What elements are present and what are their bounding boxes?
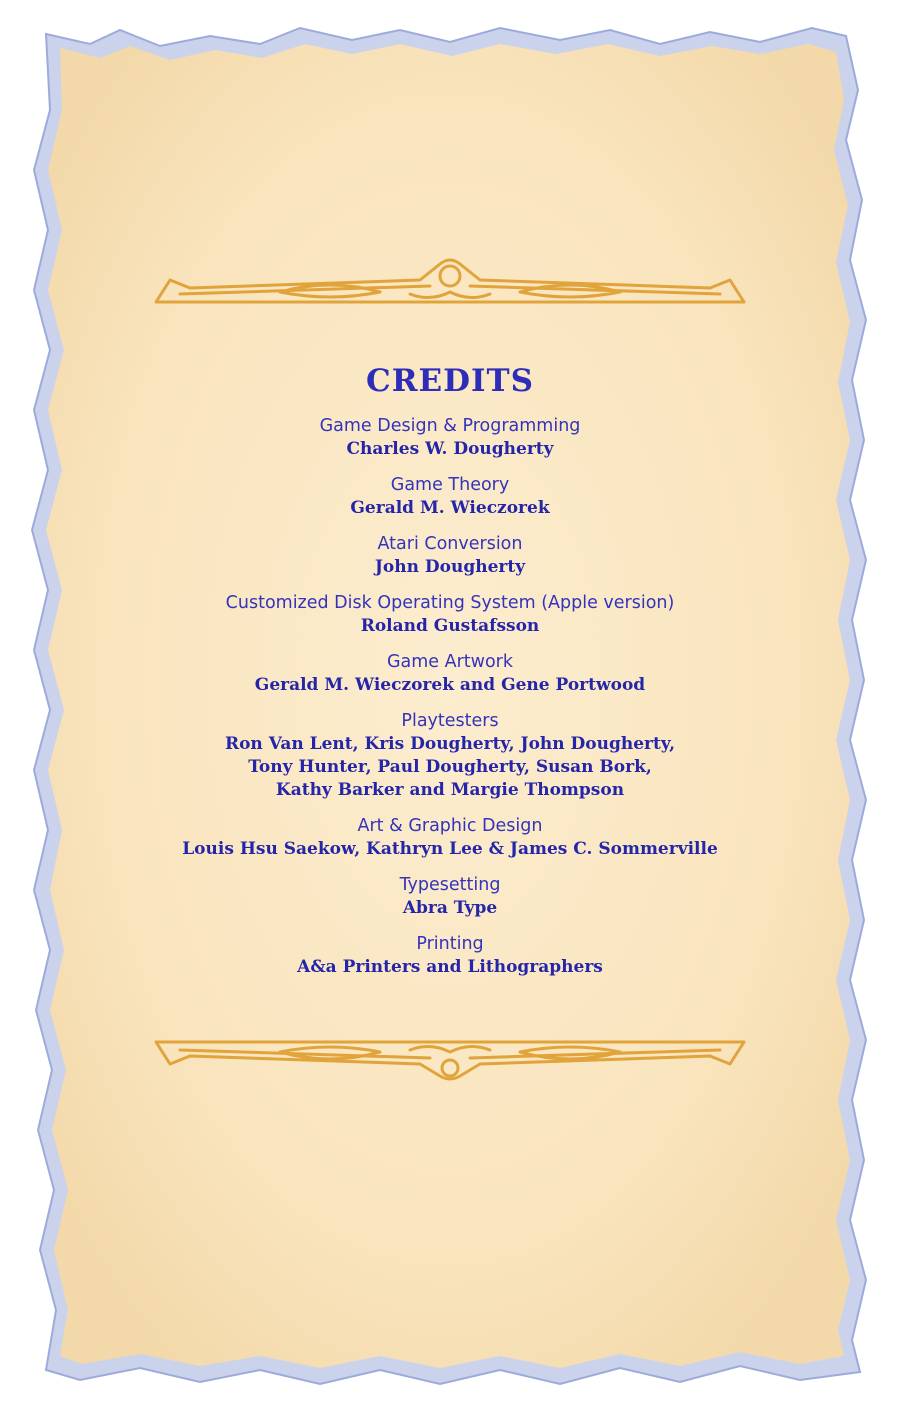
credit-role: Printing [416, 934, 484, 954]
credit-name-line: John Dougherty [374, 557, 526, 577]
credit-name-line: Gerald M. Wieczorek [350, 498, 550, 518]
credit-names [100, 674, 800, 697]
page-title: CREDITS [366, 363, 534, 399]
credit-role: Game Artwork [386, 652, 514, 672]
credit-names [100, 956, 800, 979]
credit-name-line: Tony Hunter, Paul Dougherty, Susan Bork, [248, 757, 652, 777]
credit-role: Playtesters [401, 711, 499, 731]
credit-name-line: Ron Van Lent, Kris Dougherty, John Dougherty, [224, 734, 676, 754]
credit-names [100, 838, 800, 861]
credit-role: Customized Disk Operating System (Apple version) [225, 593, 675, 613]
credit-role: Game Theory [390, 475, 510, 495]
credit-name-line: Roland Gustafsson [360, 616, 540, 636]
credits-content [100, 362, 800, 991]
bottom-ornament [150, 1036, 750, 1082]
credit-names [100, 438, 800, 461]
credit-names [100, 497, 800, 520]
credit-entry [100, 650, 800, 697]
credit-name-line: Gerald M. Wieczorek and Gene Portwood [254, 675, 646, 695]
credit-role: Art & Graphic Design [357, 816, 543, 836]
credit-role: Game Design & Programming [319, 416, 581, 436]
credit-entry [100, 591, 800, 638]
top-ornament [150, 258, 750, 308]
credit-names [100, 556, 800, 579]
credit-entry [100, 932, 800, 979]
credit-entry [100, 532, 800, 579]
credits-list [100, 414, 800, 979]
credit-name-line: Kathy Barker and Margie Thompson [275, 780, 625, 800]
credit-entry [100, 709, 800, 802]
credit-names [100, 615, 800, 638]
credit-role: Atari Conversion [377, 534, 523, 554]
credit-entry [100, 814, 800, 861]
credit-role: Typesetting [399, 875, 501, 895]
credit-entry [100, 473, 800, 520]
credit-name-line: Abra Type [402, 898, 498, 918]
credit-name-line: Charles W. Dougherty [346, 439, 554, 459]
credit-entry [100, 414, 800, 461]
credit-entry [100, 873, 800, 920]
credit-name-line: A&a Printers and Lithographers [297, 957, 603, 977]
credit-names [100, 897, 800, 920]
credit-name-line: Louis Hsu Saekow, Kathryn Lee & James C. Sommerville [182, 839, 718, 859]
credit-names [100, 733, 800, 802]
